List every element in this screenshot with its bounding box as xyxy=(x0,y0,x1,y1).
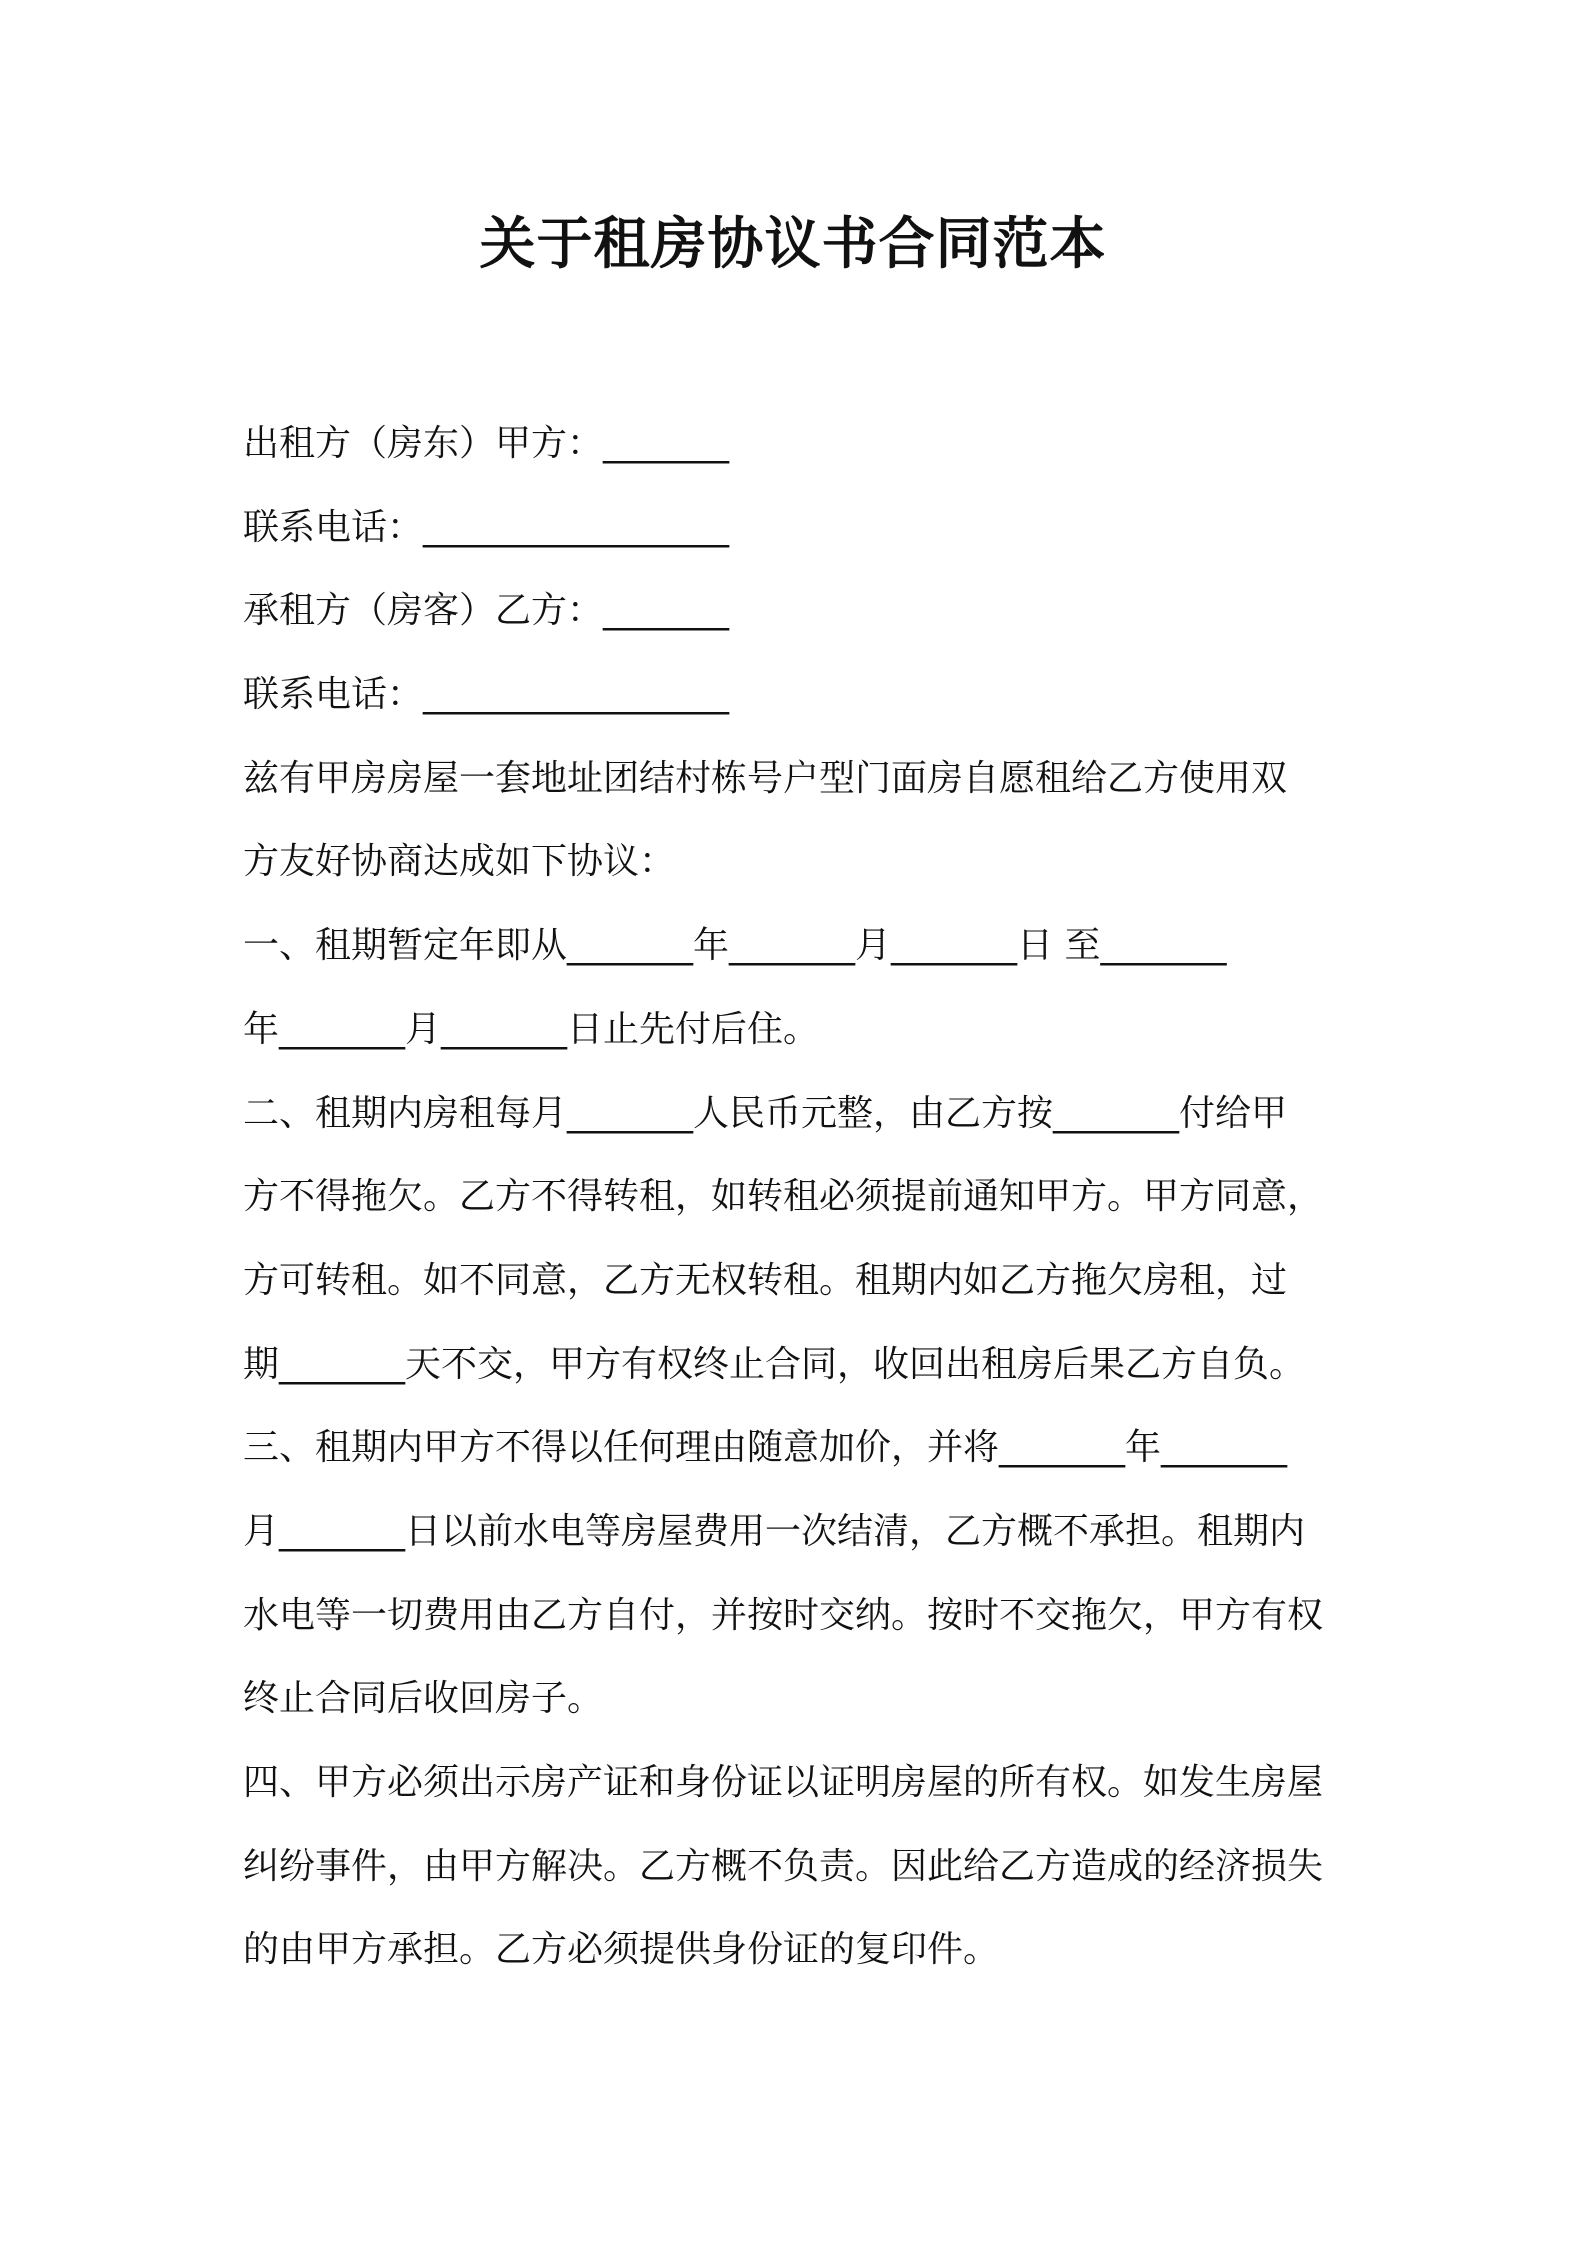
clause-4-line: 四、甲方必须出示房产证和身份证以证明房屋的所有权。如发生房屋 xyxy=(243,1762,1324,1803)
clause-2-line: 期_______天不交，甲方有权终止合同，收回出租房后果乙方自负。 xyxy=(243,1343,1306,1385)
landlord-line: 出租方（房东）甲方：_______ xyxy=(243,423,730,464)
clause-3-line: 三、租期内甲方不得以任何理由随意加价，并将_______年_______ xyxy=(243,1427,1288,1469)
document-body xyxy=(243,402,1363,1992)
preamble-line: 兹有甲房房屋一套地址团结村栋号户型门面房自愿租给乙方使用双 xyxy=(243,757,1288,799)
document-title: 关于租房协议书合同范本 xyxy=(479,212,1107,277)
clause-2-line: 方不得拖欠。乙方不得转租，如转租必须提前通知甲方。甲方同意， xyxy=(243,1176,1324,1218)
clause-2-line: 二、租期内房租每月_______人民币元整，由乙方按_______付给甲 xyxy=(243,1092,1288,1134)
clause-4-line: 的由甲方承担。乙方必须提供身份证的复印件。 xyxy=(243,1929,1000,1971)
clause-1-line: 年_______月_______日止先付后住。 xyxy=(243,1008,820,1050)
clause-3-line: 终止合同后收回房子。 xyxy=(243,1678,604,1720)
tenant-phone-line: 联系电话：_________________ xyxy=(243,674,730,716)
clause-4-line: 纠纷事件，由甲方解决。乙方概不负责。因此给乙方造成的经济损失 xyxy=(243,1845,1324,1887)
preamble-line: 方友好协商达成如下协议： xyxy=(243,841,676,883)
clause-1-line: 一、租期暂定年即从_______年_______月_______日 至_______ xyxy=(243,925,1227,967)
landlord-phone-line: 联系电话：_________________ xyxy=(243,506,730,548)
clause-3-line: 月_______日以前水电等房屋费用一次结清，乙方概不承担。租期内 xyxy=(243,1510,1306,1552)
clause-3-line: 水电等一切费用由乙方自付，并按时交纳。按时不交拖欠，甲方有权 xyxy=(243,1594,1324,1636)
tenant-line: 承租方（房客）乙方：_______ xyxy=(243,590,730,632)
clause-2-line: 方可转租。如不同意，乙方无权转租。租期内如乙方拖欠房租，过 xyxy=(243,1259,1288,1301)
